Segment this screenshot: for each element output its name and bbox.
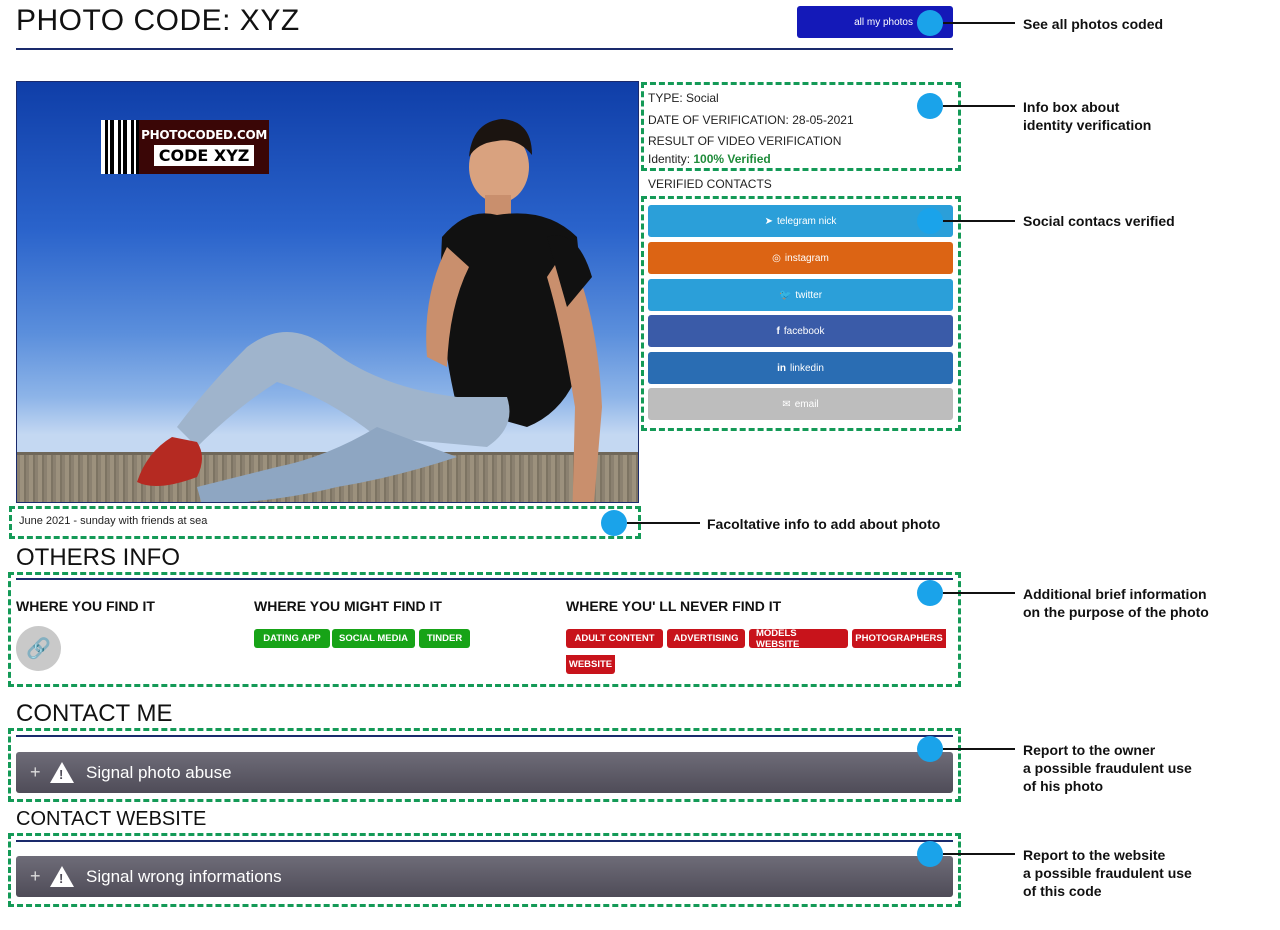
verified-photo (16, 81, 639, 503)
website-divider (16, 840, 953, 842)
others-title: OTHERS INFO (16, 544, 181, 571)
callout-dot (917, 736, 943, 762)
callout-line (943, 105, 1015, 107)
social-button-telegram-nick[interactable] (648, 205, 953, 237)
link-button[interactable] (16, 626, 61, 671)
social-label: twitter (795, 289, 823, 301)
identity-status: 100% Verified (693, 152, 771, 166)
contact-divider (16, 735, 953, 737)
signal-abuse-accordion[interactable] (16, 752, 953, 793)
callout-dot (917, 580, 943, 606)
callout-dot (601, 510, 627, 536)
email-icon: ✉ (782, 398, 791, 410)
watermark-site: PHOTOCODED.COM (141, 128, 267, 142)
callout-dot (917, 208, 943, 234)
callout-line (943, 592, 1015, 594)
callout-line (627, 522, 700, 524)
social-label: linkedin (789, 362, 824, 374)
callout-line (943, 853, 1015, 855)
date-value: 28-05-2021 (792, 113, 854, 127)
all-photos-label: all my photos (854, 16, 913, 28)
plus-icon: + (30, 762, 41, 782)
warning-icon: ! (50, 762, 74, 783)
tag-never-models-website[interactable]: MODELS WEBSITE (749, 629, 848, 648)
social-button-instagram[interactable] (648, 242, 953, 274)
verified-contacts-label: VERIFIED CONTACTS (648, 177, 772, 191)
where-might-title: WHERE YOU MIGHT FIND IT (254, 598, 442, 614)
type-value: Social (686, 91, 719, 105)
callout-all-photos: See all photos coded (1023, 16, 1164, 32)
signal-abuse-label: Signal photo abuse (86, 762, 232, 782)
callout-info-box: Info box about identity verification (1023, 99, 1152, 133)
warning-icon: ! (50, 866, 74, 887)
callout-dot (917, 10, 943, 36)
watermark-code: CODE XYZ (154, 145, 255, 166)
tag-never-advertising[interactable]: ADVERTISING (667, 629, 745, 648)
callout-dot (917, 841, 943, 867)
link-icon: 🔗 (26, 638, 51, 660)
callout-line (943, 22, 1015, 24)
callout-caption: Facoltative info to add about photo (707, 516, 941, 532)
callout-line (943, 220, 1015, 222)
tag-never-adult-content[interactable]: ADULT CONTENT (566, 629, 663, 648)
page-title: PHOTO CODE: XYZ (16, 4, 300, 37)
type-row (648, 91, 719, 105)
callout-dot (917, 93, 943, 119)
where-never-title: WHERE YOU' LL NEVER FIND IT (566, 598, 782, 614)
social-label: facebook (783, 325, 825, 337)
facebook-icon: f (776, 325, 780, 337)
tag-might-dating-app[interactable]: DATING APP (254, 629, 330, 648)
title-divider (16, 48, 953, 50)
plus-icon: + (30, 866, 41, 886)
signal-wrong-label: Signal wrong informations (86, 866, 282, 886)
tag-might-social-media[interactable]: SOCIAL MEDIA (332, 629, 415, 648)
callout-website: Report to the website a possible fraudulent use of this code (1023, 847, 1192, 899)
contact-title: CONTACT ME (16, 700, 173, 727)
social-button-linkedin[interactable] (648, 352, 953, 384)
contact-website-title: CONTACT WEBSITE (16, 808, 207, 830)
photo-caption: June 2021 - sunday with friends at sea (19, 515, 208, 527)
others-divider (16, 578, 953, 580)
social-button-facebook[interactable] (648, 315, 953, 347)
type-label: TYPE: (648, 91, 683, 105)
where-find-title: WHERE YOU FIND IT (16, 598, 155, 614)
identity-row (648, 152, 771, 166)
social-button-twitter[interactable] (648, 279, 953, 311)
callout-line (943, 748, 1015, 750)
tag-never-website[interactable]: WEBSITE (566, 655, 615, 674)
identity-label: Identity: (648, 152, 691, 166)
date-label: DATE OF VERIFICATION: (648, 113, 789, 127)
social-button-email[interactable] (648, 388, 953, 420)
date-row (648, 113, 854, 127)
linkedin-icon: in (777, 362, 786, 374)
social-label: telegram nick (776, 215, 837, 227)
tag-never-photographers[interactable]: PHOTOGRAPHERS (852, 629, 946, 648)
callout-social: Social contacs verified (1023, 213, 1175, 229)
signal-wrong-accordion[interactable] (16, 856, 953, 897)
qr-code-icon (101, 120, 139, 174)
social-label: email (794, 398, 819, 410)
callout-others: Additional brief information on the purpose of the photo (1023, 586, 1209, 620)
social-label: instagram (784, 252, 829, 264)
tag-might-tinder[interactable]: TINDER (419, 629, 470, 648)
telegram-icon: ➤ (764, 215, 773, 227)
twitter-icon: 🐦 (778, 289, 792, 301)
callout-owner: Report to the owner a possible fraudulent use of his photo (1023, 742, 1192, 794)
result-label: RESULT OF VIDEO VERIFICATION (648, 134, 842, 148)
instagram-icon: ◎ (772, 252, 781, 264)
photocoded-watermark (101, 120, 269, 174)
